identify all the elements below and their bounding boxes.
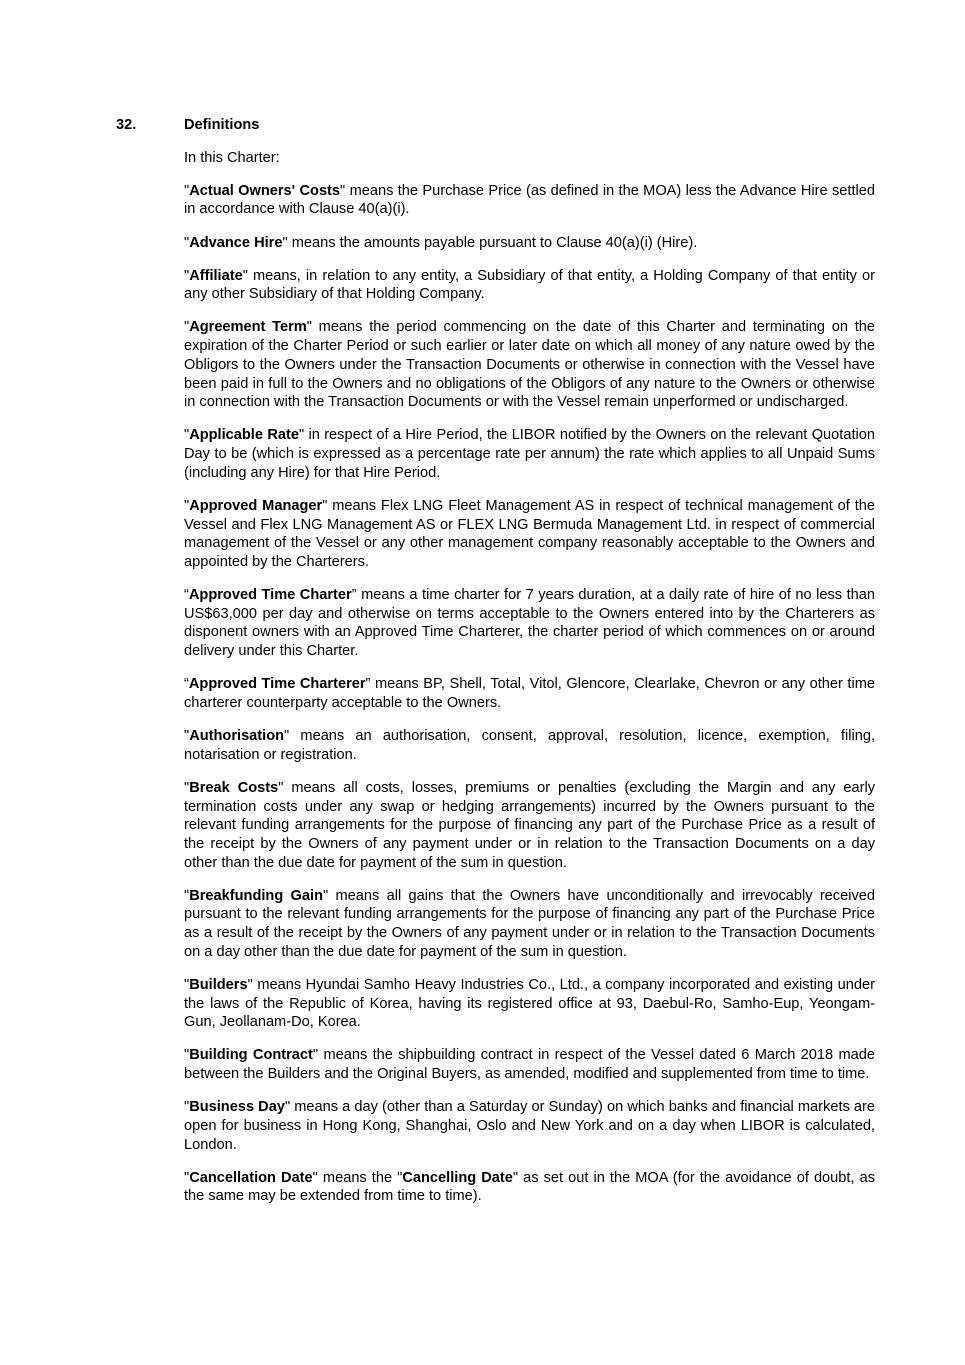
- definition-item: "Breakfunding Gain" means all gains that the Owners have unconditionally and irrevocably received pursuant to the relevant funding arrangements for the purpose of financing any part of the Purchase Price as a result of the receipt by the Owners of any payment under or in relation to the Transaction Documents on a day other than the due date for payment of the sum in question.: [184, 887, 875, 960]
- definition-item: "Approved Manager" means Flex LNG Fleet Management AS in respect of technical management of the Vessel and Flex LNG Management AS or FLEX LNG Bermuda Management Ltd. in respect of commercial management of the Vessel or any other management company reasonably acceptable to the Owners and appointed by the Charterers.: [184, 497, 875, 570]
- definition-term: Approved Time Charter: [188, 587, 352, 603]
- definition-item: "Affiliate" means, in relation to any entity, a Subsidiary of that entity, a Holding Company of that entity or any other Subsidiary of that Holding Company.: [184, 267, 875, 303]
- definition-item: "Building Contract" means the shipbuilding contract in respect of the Vessel dated 6 March 2018 made between the Builders and the Original Buyers, as amended, modified and supplemented from time to time.: [184, 1047, 875, 1083]
- definition-term: Cancelling Date: [402, 1169, 513, 1186]
- definition-term: Applicable Rate: [189, 427, 299, 444]
- definition-item: "Builders" means Hyundai Samho Heavy Industries Co., Ltd., a company incorporated and existing under the laws of the Republic of Korea, having its registered office at 93, Daebul-Ro, Samho-Eup, Yeongam-Gun, Jeollanam-Do, Korea.: [184, 976, 875, 1031]
- section-number: 32.: [116, 117, 137, 133]
- definition-item: "Business Day" means a day (other than a Saturday or Sunday) on which banks and financial markets are open for business in Hong Kong, Shanghai, Oslo and New York and on a day when LIBOR is calculated, London.: [184, 1099, 875, 1153]
- definition-item: "Actual Owners' Costs" means the Purchase Price (as defined in the MOA) less the Advance Hire settled in accordance with Clause 40(a)(i).: [184, 182, 876, 218]
- definition-text: in respect of a Hire Period, the LIBOR notified by the Owners on the relevant Quotation Day to be (which is expressed as a percentage rate per annum) the rate which applies to all Unpaid Sums (including any Hire) for that Hire Period.: [184, 427, 875, 481]
- definition-text: means, in relation to any entity, a Subsidiary of that entity, a Holding Company of that entity or any other Subsidiary of that Holding Company.: [184, 267, 875, 303]
- definition-text: means Flex LNG Fleet Management AS in respect of technical management of the Vessel and Flex LNG Management AS or FLEX LNG Bermuda Management Ltd. in respect of commercial management of the Vessel or any other management company reasonably acceptable to the Owners and appointed by the Charterers.: [184, 497, 875, 570]
- definition-term: Actual Owners' Costs: [189, 182, 341, 199]
- definition-term: Break Costs: [189, 779, 279, 796]
- definition-term: Agreement Term: [189, 319, 307, 336]
- section-title: Definitions: [184, 117, 260, 133]
- definition-item: "Advance Hire" means the amounts payable pursuant to Clause 40(a)(i) (Hire).: [184, 234, 698, 251]
- definition-term: Advance Hire: [189, 234, 283, 251]
- definition-item: "Authorisation" means an authorisation, consent, approval, resolution, licence, exemption, filing, notarisation or registration.: [184, 728, 875, 763]
- definition-text: means BP, Shell, Total, Vitol, Glencore, Clearlake, Chevron or any other time charterer counterparty acceptable to the Owners.: [184, 676, 875, 711]
- definition-cancellation-date: "Cancellation Date" means the "Cancelling Date" as set out in the MOA (for the avoidance of doubt, as the same may be extended from time to time).: [184, 1169, 876, 1205]
- definition-text: means an authorisation, consent, approval, resolution, licence, exemption, filing, notarisation or registration.: [184, 728, 875, 763]
- definitions-body: [184, 149, 875, 1221]
- definition-text: means a day (other than a Saturday or Sunday) on which banks and financial markets are open for business in Hong Kong, Shanghai, Oslo and New York and on a day when LIBOR is calculated, London.: [184, 1099, 875, 1153]
- definition-term: Builders: [189, 976, 248, 993]
- intro-text: In this Charter:: [184, 150, 280, 166]
- definition-text: means all costs, losses, premiums or penalties (excluding the Margin and any early termination costs under any swap or hedging arrangements) incurred by the Owners pursuant to the relevant funding arrangements for the purpose of financing any part of the Purchase Price as a result of the receipt by the Owners of any payment under or in relation to the Transaction Documents on a day other than the due date for payment of the sum in question.: [184, 779, 876, 871]
- definition-text: means the shipbuilding contract in respect of the Vessel dated 6 March 2018 made between the Builders and the Original Buyers, as amended, modified and supplemented from time to time.: [184, 1047, 875, 1083]
- definitions-list: [184, 182, 875, 1155]
- definition-term: Affiliate: [189, 267, 243, 284]
- definition-item: "Break Costs" means all costs, losses, premiums or penalties (excluding the Margin and any early termination costs under any swap or hedging arrangements) incurred by the Owners pursuant to the relevant funding arrangements for the purpose of financing any part of the Purchase Price as a result of the receipt by the Owners of any payment under or in relation to the Transaction Documents on a day other than the due date for payment of the sum in question.: [184, 779, 876, 871]
- definition-item: "Agreement Term" means the period commencing on the date of this Charter and terminating on the expiration of the Charter Period or such earlier or later date on which all money of any nature owed by the Obligors to the Owners under the Transaction Documents or otherwise in connection with the Vessel have been paid in full to the Owners and no obligations of the Obligors of any nature to the Owners or otherwise in connection with the Transaction Documents or with the Vessel remain unperformed or undischarged.: [184, 319, 875, 411]
- definition-item: “Approved Time Charterer” means BP, Shell, Total, Vitol, Glencore, Clearlake, Chevron or any other time charterer counterparty acceptable to the Owners.: [184, 676, 875, 711]
- definition-term: Approved Manager: [189, 497, 323, 514]
- definition-term: Breakfunding Gain: [189, 887, 323, 904]
- definition-text: means the amounts payable pursuant to Clause 40(a)(i) (Hire).: [287, 234, 698, 251]
- definition-text: means all gains that the Owners have unconditionally and irrevocably received pursuant to the relevant funding arrangements for the purpose of financing any part of the Purchase Price as a result of the receipt by the Owners of any payment under or in relation to the Transaction Documents on a day other than the due date for payment of the sum in question.: [184, 887, 875, 960]
- definition-item: "Applicable Rate" in respect of a Hire Period, the LIBOR notified by the Owners on the relevant Quotation Day to be (which is expressed as a percentage rate per annum) the rate which applies to all Unpaid Sums (including any Hire) for that Hire Period.: [184, 427, 875, 481]
- definition-item: “Approved Time Charter” means a time charter for 7 years duration, at a daily rate of hire of no less than US$63,000 per day and otherwise on terms acceptable to the Owners entered into by the Charterers as disponent owners with an Approved Time Charterer, the charter period of which commences on or around delivery under this Charter.: [184, 587, 876, 660]
- definition-term: Building Contract: [189, 1047, 313, 1064]
- definition-term: Authorisation: [189, 728, 285, 744]
- definition-text: means the Purchase Price (as defined in the MOA) less the Advance Hire settled in accordance with Clause 40(a)(i).: [184, 182, 876, 218]
- definition-term: Approved Time Charterer: [188, 676, 366, 693]
- definition-term: Cancellation Date: [189, 1169, 313, 1186]
- definition-text: means Hyundai Samho Heavy Industries Co., Ltd., a company incorporated and existing under the laws of the Republic of Korea, having its registered office at 93, Daebul-Ro, Samho-Eup, Yeongam-Gun, Jeollanam-Do, Korea.: [184, 976, 875, 1031]
- definition-text: means a time charter for 7 years duration, at a daily rate of hire of no less than US$63,000 per day and otherwise on terms acceptable to the Owners entered into by the Charterers as disponent owners with an Approved Time Charterer, the charter period of which commences on or around delivery under this Charter.: [184, 587, 876, 660]
- definition-term: Business Day: [189, 1099, 285, 1116]
- definition-text: means the period commencing on the date of this Charter and terminating on the expiration of the Charter Period or such earlier or later date on which all money of any nature owed by the Obligors to the Owners under the Transaction Documents or otherwise in connection with the Vessel have been paid in full to the Owners and no obligations of the Obligors of any nature to the Owners or otherwise in connection with the Transaction Documents or with the Vessel remain unperformed or undischarged.: [184, 319, 875, 411]
